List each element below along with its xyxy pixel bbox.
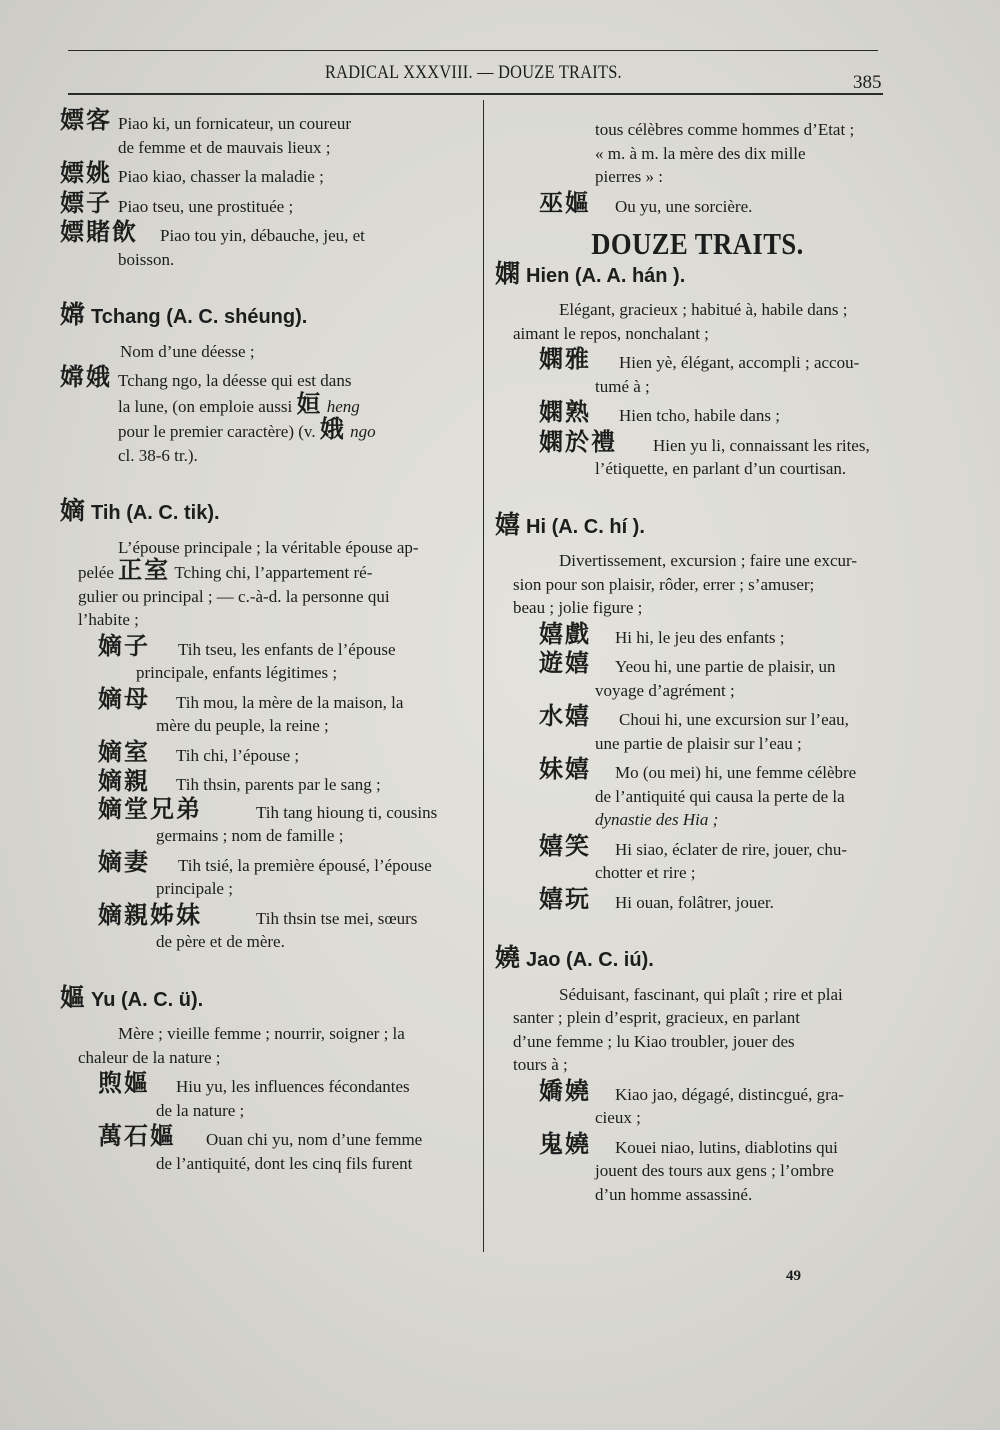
running-header	[0, 58, 1000, 93]
chinese-characters: 嬉玩	[539, 884, 591, 913]
entry-example	[60, 737, 472, 768]
example-text	[118, 389, 472, 419]
entry-example	[495, 1129, 900, 1207]
example-text: Tih tsié, la première épousé, l’épouse	[178, 855, 432, 875]
headword-text: Tchang (A. C. shéung).	[91, 306, 308, 328]
chinese-characters: 嬉笑	[539, 831, 591, 860]
chinese-characters: 遊嬉	[539, 649, 591, 677]
example-text: Tih chi, l’épouse ;	[176, 745, 300, 765]
chinese-characters: 嫻雅	[539, 345, 591, 373]
example-text: Tih thsin, parents par le sang ;	[176, 775, 381, 794]
entry-example	[60, 794, 472, 848]
entry-example	[495, 427, 900, 481]
example-text: Mo (ou mei) hi, une femme célèbre	[615, 763, 857, 782]
chinese-characters: 正室	[118, 556, 171, 584]
definition	[495, 549, 900, 620]
example-text: Tih mou, la mère de la maison, la	[176, 692, 404, 712]
entry-example	[60, 631, 472, 685]
example-text: Hiu yu, les influences fécondantes	[176, 1077, 410, 1096]
definition-text: tours à ;	[513, 1055, 568, 1074]
entry-example	[60, 218, 472, 271]
example-text: Hien yè, élégant, accompli ; accou-	[619, 353, 860, 372]
definition-text: l’habite ;	[78, 610, 139, 629]
entry-example	[60, 900, 472, 954]
headword	[495, 943, 900, 973]
continued-line: « m. à m. la mère des dix mille	[595, 143, 806, 163]
headword	[495, 509, 900, 540]
headword-text: Hien (A. A. hán ).	[526, 264, 686, 287]
entry-example	[60, 684, 472, 738]
chinese-characters: 嫖子	[60, 188, 112, 217]
definition-text: beau ; jolie figure ;	[513, 598, 643, 617]
example-text: chotter et rire ;	[595, 863, 696, 882]
chinese-characters: 水嬉	[539, 702, 591, 730]
example-text: Choui hi, une excursion sur l’eau,	[619, 710, 849, 729]
example-text: l’étiquette, en parlant d’un courtisan.	[595, 459, 847, 478]
entry-example	[495, 1076, 900, 1130]
example-text: principale, enfants légitimes ;	[136, 663, 338, 682]
headword-character: 嫡	[60, 496, 86, 525]
chinese-characters: 嬉戲	[539, 619, 591, 648]
example-text: Hien yu li, connaissant les rites,	[653, 435, 870, 455]
example-text: germains ; nom de famille ;	[156, 826, 344, 845]
entry-example	[60, 1122, 472, 1175]
example-text: Piao kiao, chasser la maladie ;	[118, 167, 324, 186]
example-text: cl. 38-6 tr.).	[118, 445, 198, 465]
headword-text: Yu (A. C. ü).	[91, 988, 204, 1011]
example-text: Tchang ngo, la déesse qui est dans	[118, 371, 352, 390]
headword-character: 嬉	[495, 509, 521, 539]
chinese-characters: 嫡堂兄弟	[98, 794, 202, 823]
headword	[60, 300, 472, 330]
example-text: boisson.	[118, 249, 175, 269]
entry-example	[495, 884, 900, 915]
chinese-characters: 萬石嫗	[98, 1122, 176, 1150]
continued-text	[495, 118, 900, 189]
definition-text: Tching chi, l’appartement ré-	[170, 563, 373, 582]
entry-example	[60, 363, 472, 467]
chinese-characters: 妹嬉	[539, 755, 591, 783]
chinese-characters: 嫖客	[60, 106, 112, 134]
chinese-characters: 嬌嬈	[539, 1076, 591, 1105]
chinese-characters: 嫻熟	[539, 398, 591, 426]
example-text: Piao tou yin, débauche, jeu, et	[160, 226, 365, 245]
top-rule	[68, 50, 878, 51]
definition-text	[78, 556, 472, 585]
column-divider	[483, 100, 484, 1252]
definition-text: pelée	[78, 563, 119, 582]
definition-text: santer ; plein d’esprit, gracieux, en parlant	[513, 1008, 800, 1027]
chinese-characters: 嫡親	[98, 767, 150, 795]
chinese-characters: 嫡子	[98, 631, 150, 660]
entry-example	[495, 649, 900, 702]
definition	[495, 983, 900, 1077]
chinese-characters: 鬼嬈	[539, 1129, 591, 1158]
headword	[495, 258, 900, 289]
definition-text: aimant le repos, nonchalant ;	[513, 323, 709, 343]
example-text: Piao tseu, une prostituée ;	[118, 196, 294, 216]
example-text: Hi hi, le jeu des enfants ;	[615, 627, 785, 647]
chinese-characters: 巫嫗	[539, 188, 591, 217]
left-column	[60, 100, 472, 1175]
chinese-characters: 嫖賭飲	[60, 218, 138, 246]
chinese-characters: 娥	[319, 415, 346, 443]
example-text: Tih thsin tse mei, sœurs	[256, 908, 418, 928]
example-text: cieux ;	[595, 1108, 641, 1127]
entry-example	[60, 767, 472, 797]
definition-text: Divertissement, excursion ; faire une excur-	[559, 551, 857, 570]
entry-example	[60, 188, 472, 219]
entry-example	[60, 106, 472, 159]
headword-text: Hi (A. C. hí ).	[526, 515, 645, 538]
example-text: dynastie des Hia ;	[595, 810, 719, 829]
definition-text: chaleur de la nature ;	[78, 1047, 221, 1067]
example-text: Hi ouan, folâtrer, jouer.	[615, 892, 774, 912]
definition-text: Nom d’une déesse ;	[120, 341, 255, 361]
headword	[60, 496, 472, 526]
example-text: Ouan chi yu, nom d’une femme	[206, 1130, 423, 1149]
definition	[60, 1022, 472, 1069]
headword-character: 嫦	[60, 300, 86, 329]
chinese-characters: 嫡室	[98, 737, 150, 766]
entry-example	[495, 188, 900, 219]
definition	[495, 298, 900, 345]
example-text: Tih tseu, les enfants de l’épouse	[178, 639, 396, 659]
chinese-characters: 嫡親姊妹	[98, 900, 202, 929]
chinese-characters: 嫻於禮	[539, 427, 617, 456]
definition-text: Elégant, gracieux ; habitué à, habile dans ;	[559, 300, 848, 319]
example-text: Yeou hi, une partie de plaisir, un	[615, 657, 836, 676]
headword-character: 嬈	[495, 943, 521, 972]
example-text: de l’antiquité, dont les cinq fils furent	[156, 1153, 413, 1173]
entry-example	[60, 159, 472, 189]
entry-example	[495, 755, 900, 832]
headword-character: 嫗	[60, 982, 86, 1012]
entry-example	[60, 847, 472, 901]
example-text	[118, 415, 472, 444]
definition-text: sion pour son plaisir, rôder, errer ; s’amuser;	[513, 574, 815, 594]
example-text: Kiao jao, dégagé, distincgué, gra-	[615, 1084, 844, 1104]
entry-example	[495, 345, 900, 398]
headword-text: Tih (A. C. tik).	[91, 502, 220, 524]
chinese-characters: 嫡妻	[98, 847, 150, 876]
entry-example	[60, 1069, 472, 1122]
running-title: RADICAL XXXVIII. — DOUZE TRAITS.	[325, 62, 622, 83]
signature-mark: 49	[786, 1268, 801, 1284]
chinese-characters: 姮	[296, 389, 323, 418]
entry-example	[495, 398, 900, 428]
example-text: de l’antiquité qui causa la perte de la	[595, 786, 845, 806]
definition-text: d’une femme ; lu Kiao troubler, jouer des	[513, 1031, 795, 1051]
example-text: principale ;	[156, 879, 233, 898]
headword-text: Jao (A. C. iú).	[526, 949, 654, 971]
example-text: Tih tang hioung ti, cousins	[256, 802, 438, 822]
chinese-characters: 嫖姚	[60, 159, 112, 187]
definition-text: L’épouse principale ; la véritable épouse ap-	[118, 537, 419, 557]
entry-example	[495, 831, 900, 885]
example-text: Ou yu, une sorcière.	[615, 196, 753, 216]
headword	[60, 982, 472, 1013]
example-text: jouent des tours aux gens ; l’ombre	[595, 1161, 834, 1180]
chinese-characters: 煦嫗	[98, 1069, 150, 1097]
entry-example	[495, 702, 900, 755]
example-text: de femme et de mauvais lieux ;	[118, 137, 331, 157]
example-text: ngo	[345, 422, 376, 441]
page-number: 385	[853, 72, 882, 93]
example-text: Hien tcho, habile dans ;	[619, 406, 780, 425]
example-text: Hi siao, éclater de rire, jouer, chu-	[615, 839, 848, 859]
example-text: heng	[322, 396, 360, 416]
continued-line: pierres » :	[595, 167, 663, 186]
section-title: DOUZE TRAITS.	[591, 226, 804, 261]
continued-line: tous célèbres comme hommes d’Etat ;	[595, 120, 855, 139]
example-text: de père et de mère.	[156, 932, 285, 951]
definition	[60, 536, 472, 632]
example-text: d’un homme assassiné.	[595, 1184, 753, 1204]
example-text: de la nature ;	[156, 1100, 245, 1120]
example-text: voyage d’agrément ;	[595, 680, 735, 700]
definition-text: Mère ; vieille femme ; nourrir, soigner ; la	[118, 1024, 405, 1043]
example-text: pour le premier caractère) (v.	[118, 422, 320, 441]
definition	[60, 340, 472, 364]
header-rule	[68, 93, 883, 95]
example-text: la lune, (on emploie aussi	[118, 396, 297, 416]
headword-character: 嫻	[495, 258, 521, 288]
example-text: Kouei niao, lutins, diablotins qui	[615, 1137, 838, 1157]
entry-example	[495, 619, 900, 650]
example-text: Piao ki, un fornicateur, un coureur	[118, 114, 351, 133]
chinese-characters: 嫦娥	[60, 363, 112, 391]
definition-text: gulier ou principal ; — c.-à-d. la personne qui	[78, 586, 390, 606]
definition-text: Séduisant, fascinant, qui plaît ; rire et plai	[559, 984, 843, 1004]
example-text: tumé à ;	[595, 376, 650, 396]
right-column	[495, 100, 900, 1206]
chinese-characters: 嫡母	[98, 684, 150, 713]
example-text: mère du peuple, la reine ;	[156, 716, 329, 735]
example-text: une partie de plaisir sur l’eau ;	[595, 733, 802, 753]
